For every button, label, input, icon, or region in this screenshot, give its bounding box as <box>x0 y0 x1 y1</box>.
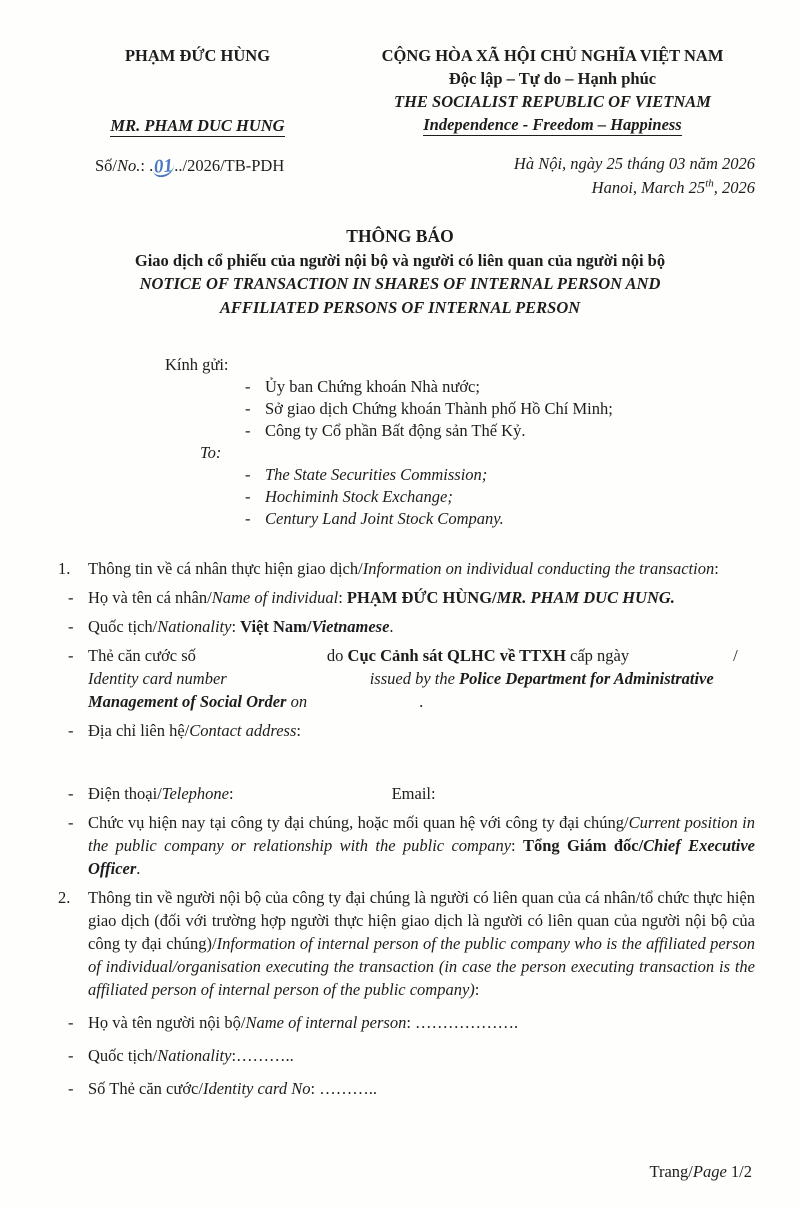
colon: : <box>229 784 234 803</box>
docno-label-vi: Số/ <box>95 156 118 175</box>
item-current-position <box>45 811 755 880</box>
issuer-prefix-vi: do <box>326 646 348 665</box>
national-title-vi: CỘNG HÒA XÃ HỘI CHỦ NGHĨA VIỆT NAM <box>381 46 724 65</box>
recipient-item-vi <box>245 398 755 420</box>
item-current-position-text <box>88 811 755 880</box>
section1-heading <box>45 557 755 580</box>
recipient-item-en <box>245 508 755 530</box>
docno-dots-left: . <box>149 156 154 175</box>
page-label-en: Page <box>692 1162 727 1181</box>
dash-marker: - <box>245 377 251 396</box>
item-internal-person-name-text <box>88 1011 755 1034</box>
item-internal-nationality-text <box>88 1044 755 1067</box>
recipient-item-vi <box>245 420 755 442</box>
label-vi: Quốc tịch/ <box>88 1046 158 1065</box>
dash-marker: - <box>68 813 74 832</box>
dash-marker: - <box>245 399 251 418</box>
document-header <box>45 44 755 200</box>
recipient-vi-2: Công ty Cổ phần Bất động sản Thế Kỷ. <box>265 421 526 440</box>
title-en-1: NOTICE OF TRANSACTION IN SHARES OF INTERNAL PERSON AND <box>139 274 661 293</box>
label-vi: Quốc tịch/ <box>88 617 158 636</box>
dash-marker: - <box>68 721 74 740</box>
item-telephone-email <box>45 782 755 805</box>
issuer-prefix-en: issued by the <box>369 669 460 688</box>
item-individual-name-text <box>88 586 755 609</box>
period: . <box>389 617 394 636</box>
item-internal-id-no-text <box>88 1077 755 1100</box>
period: . <box>136 859 141 878</box>
section2-number: 2. <box>58 888 71 907</box>
recipient-en-2: Century Land Joint Stock Company. <box>265 509 504 528</box>
value-en: MR. PHAM DUC HUNG. <box>496 588 675 607</box>
value-en: Chief Executive Officer <box>88 836 755 878</box>
recipients-label-vi: Kính gửi: <box>165 355 229 374</box>
item-nationality <box>45 615 755 638</box>
label-en: Telephone <box>161 784 229 803</box>
dash-marker: - <box>245 487 251 506</box>
issue-date-label-vi: cấp ngày <box>565 646 630 665</box>
item-contact-address <box>45 719 755 742</box>
dash-marker: - <box>68 588 74 607</box>
idcard-line2 <box>88 667 755 690</box>
date-line-vi: Hà Nội, ngày 25 tháng 03 năm 2026 <box>513 154 755 173</box>
section2-items <box>45 1011 755 1100</box>
item-individual-name <box>45 586 755 609</box>
dash-marker: - <box>245 509 251 528</box>
value-vi: PHẠM ĐỨC HÙNG/ <box>346 588 497 607</box>
value-vi: Tổng Giám đốc/ <box>523 836 644 855</box>
dotted-blank: :……….. <box>231 1046 294 1065</box>
idcard-line3 <box>88 690 755 713</box>
date-block <box>350 152 755 200</box>
issuer-en-part1: Police Department for Administrative <box>459 669 714 688</box>
issuer-name-en <box>45 114 350 137</box>
dotted-blank: : ……….. <box>310 1079 377 1098</box>
dash-marker: - <box>68 1013 74 1032</box>
date-en-main: Hanoi, March 25 <box>591 178 706 197</box>
page-value: 1/2 <box>726 1162 752 1181</box>
dash-marker: - <box>68 1046 74 1065</box>
section2-heading-vi: Thông tin về người nội bộ của công ty đại chúng là người có liên quan của cá nhân/tổ chức thực hiện giao dịch (đối với trường hợp người thực hiện giao dịch là người có liên quan của người nội bộ của công ty đại chúng)/ <box>88 888 755 953</box>
issuer-name-en-text: MR. PHAM DUC HUNG <box>110 116 285 135</box>
period: . <box>419 692 424 711</box>
colon: : <box>338 588 347 607</box>
recipients-block <box>45 354 755 530</box>
national-motto-vi: Độc lập – Tự do – Hạnh phúc <box>448 69 657 88</box>
label-vi: Họ và tên cá nhân/ <box>88 588 212 607</box>
section1-heading-vi: Thông tin về cá nhân thực hiện giao dịch/ <box>88 559 363 578</box>
label-en: Name of individual <box>211 588 339 607</box>
label-vi: Chức vụ hiện nay tại công ty đại chúng, hoặc mối quan hệ với công ty đại chúng/ <box>88 813 629 832</box>
recipient-en-0: The State Securities Commission; <box>265 465 488 484</box>
dash-marker: - <box>68 646 74 665</box>
header-national-block <box>350 44 755 200</box>
colon: : <box>511 836 523 855</box>
docno-suffix: /2026/TB-PDH <box>182 156 285 175</box>
title-vi-1: THÔNG BÁO <box>346 226 454 246</box>
section1-heading-text <box>88 557 755 580</box>
section1-heading-en: Information on individual conducting the transaction <box>362 559 715 578</box>
idcard-line1 <box>88 644 755 667</box>
recipient-item-en <box>245 486 755 508</box>
label-vi: Điện thoại/ <box>88 784 162 803</box>
dash-marker: - <box>245 421 251 440</box>
issue-date-label-en: on <box>290 692 308 711</box>
section1-heading-colon: : <box>714 559 719 578</box>
slash: / <box>733 646 738 665</box>
dash-marker: - <box>68 617 74 636</box>
document-title <box>45 225 755 319</box>
dash-marker: - <box>68 1079 74 1098</box>
recipient-item-en <box>245 464 755 486</box>
value-en: Vietnamese <box>311 617 390 636</box>
item-contact-address-text <box>88 719 755 742</box>
email-label: Email: <box>391 784 436 803</box>
item-internal-person-name <box>45 1011 755 1034</box>
section2-heading-text <box>88 886 755 1001</box>
handwritten-document-number: 01 <box>153 155 175 178</box>
recipients-label-en: To: <box>200 443 222 462</box>
issuer-vi: Cục Cảnh sát QLHC về TTXH <box>347 646 566 665</box>
colon: : <box>231 617 241 636</box>
header-issuer-block <box>45 44 350 200</box>
page-label-vi: Trang/ <box>649 1162 693 1181</box>
label-vi: Số Thẻ căn cước/ <box>88 1079 203 1098</box>
item-internal-id-no <box>45 1077 755 1100</box>
label-vi: Họ và tên người nội bộ/ <box>88 1013 246 1032</box>
label-en: Name of internal person <box>245 1013 407 1032</box>
section2-heading-en: Information of internal person of the public company who is the affiliated person of individual/organisation executing the transaction (in case the person executing transaction is the affiliated person of internal person of the public company) <box>88 934 756 999</box>
docno-label-en: No. <box>117 156 141 175</box>
item-internal-nationality <box>45 1044 755 1067</box>
document-number-line <box>45 154 350 177</box>
item-identity-card <box>45 644 755 713</box>
label-en: Nationality <box>157 617 232 636</box>
item-telephone-email-text <box>88 782 755 805</box>
dash-marker: - <box>68 784 74 803</box>
item-identity-card-text <box>88 644 755 713</box>
issuer-name-vi: PHẠM ĐỨC HÙNG <box>124 46 271 65</box>
docno-dots-right: .. <box>174 156 183 175</box>
section2-heading <box>45 886 755 1001</box>
title-en-2: AFFILIATED PERSONS OF INTERNAL PERSON <box>219 297 581 317</box>
national-motto-en <box>350 113 755 136</box>
label-en: Identity card No <box>202 1079 311 1098</box>
title-vi-2: Giao dịch cổ phiếu của người nội bộ và người có liên quan của người nội bộ <box>134 250 666 270</box>
colon: : <box>296 721 301 740</box>
value-vi: Việt Nam/ <box>240 617 312 636</box>
label-en: Identity card number <box>88 669 227 688</box>
label-en: Current position in the public company or relationship with the public company <box>88 813 755 855</box>
recipient-item-vi <box>245 376 755 398</box>
recipient-en-1: Hochiminh Stock Exchange; <box>265 487 453 506</box>
label-vi: Thẻ căn cước số <box>88 646 196 665</box>
item-nationality-text <box>88 615 755 638</box>
dotted-blank: : ………………. <box>406 1013 519 1032</box>
issuer-en-part2: Management of Social Order <box>88 692 291 711</box>
section1-number: 1. <box>58 559 71 578</box>
section2-heading-colon: : <box>474 980 480 999</box>
recipient-vi-1: Sở giao dịch Chứng khoán Thành phố Hồ Chí Minh; <box>265 399 613 418</box>
recipient-vi-0: Ủy ban Chứng khoán Nhà nước; <box>265 377 480 396</box>
dash-marker: - <box>245 465 251 484</box>
label-en: Contact address <box>189 721 297 740</box>
date-en-ordinal: th <box>705 177 714 190</box>
date-en-tail: , 2026 <box>713 178 755 197</box>
label-vi: Địa chỉ liên hệ/ <box>88 721 190 740</box>
date-line-en <box>350 176 755 200</box>
national-title-en: THE SOCIALIST REPUBLIC OF VIETNAM <box>394 92 711 111</box>
docno-colon: : <box>140 156 150 175</box>
national-motto-en-text: Independence - Freedom – Happiness <box>423 115 682 134</box>
page-number <box>649 1162 752 1182</box>
label-en: Nationality <box>157 1046 232 1065</box>
